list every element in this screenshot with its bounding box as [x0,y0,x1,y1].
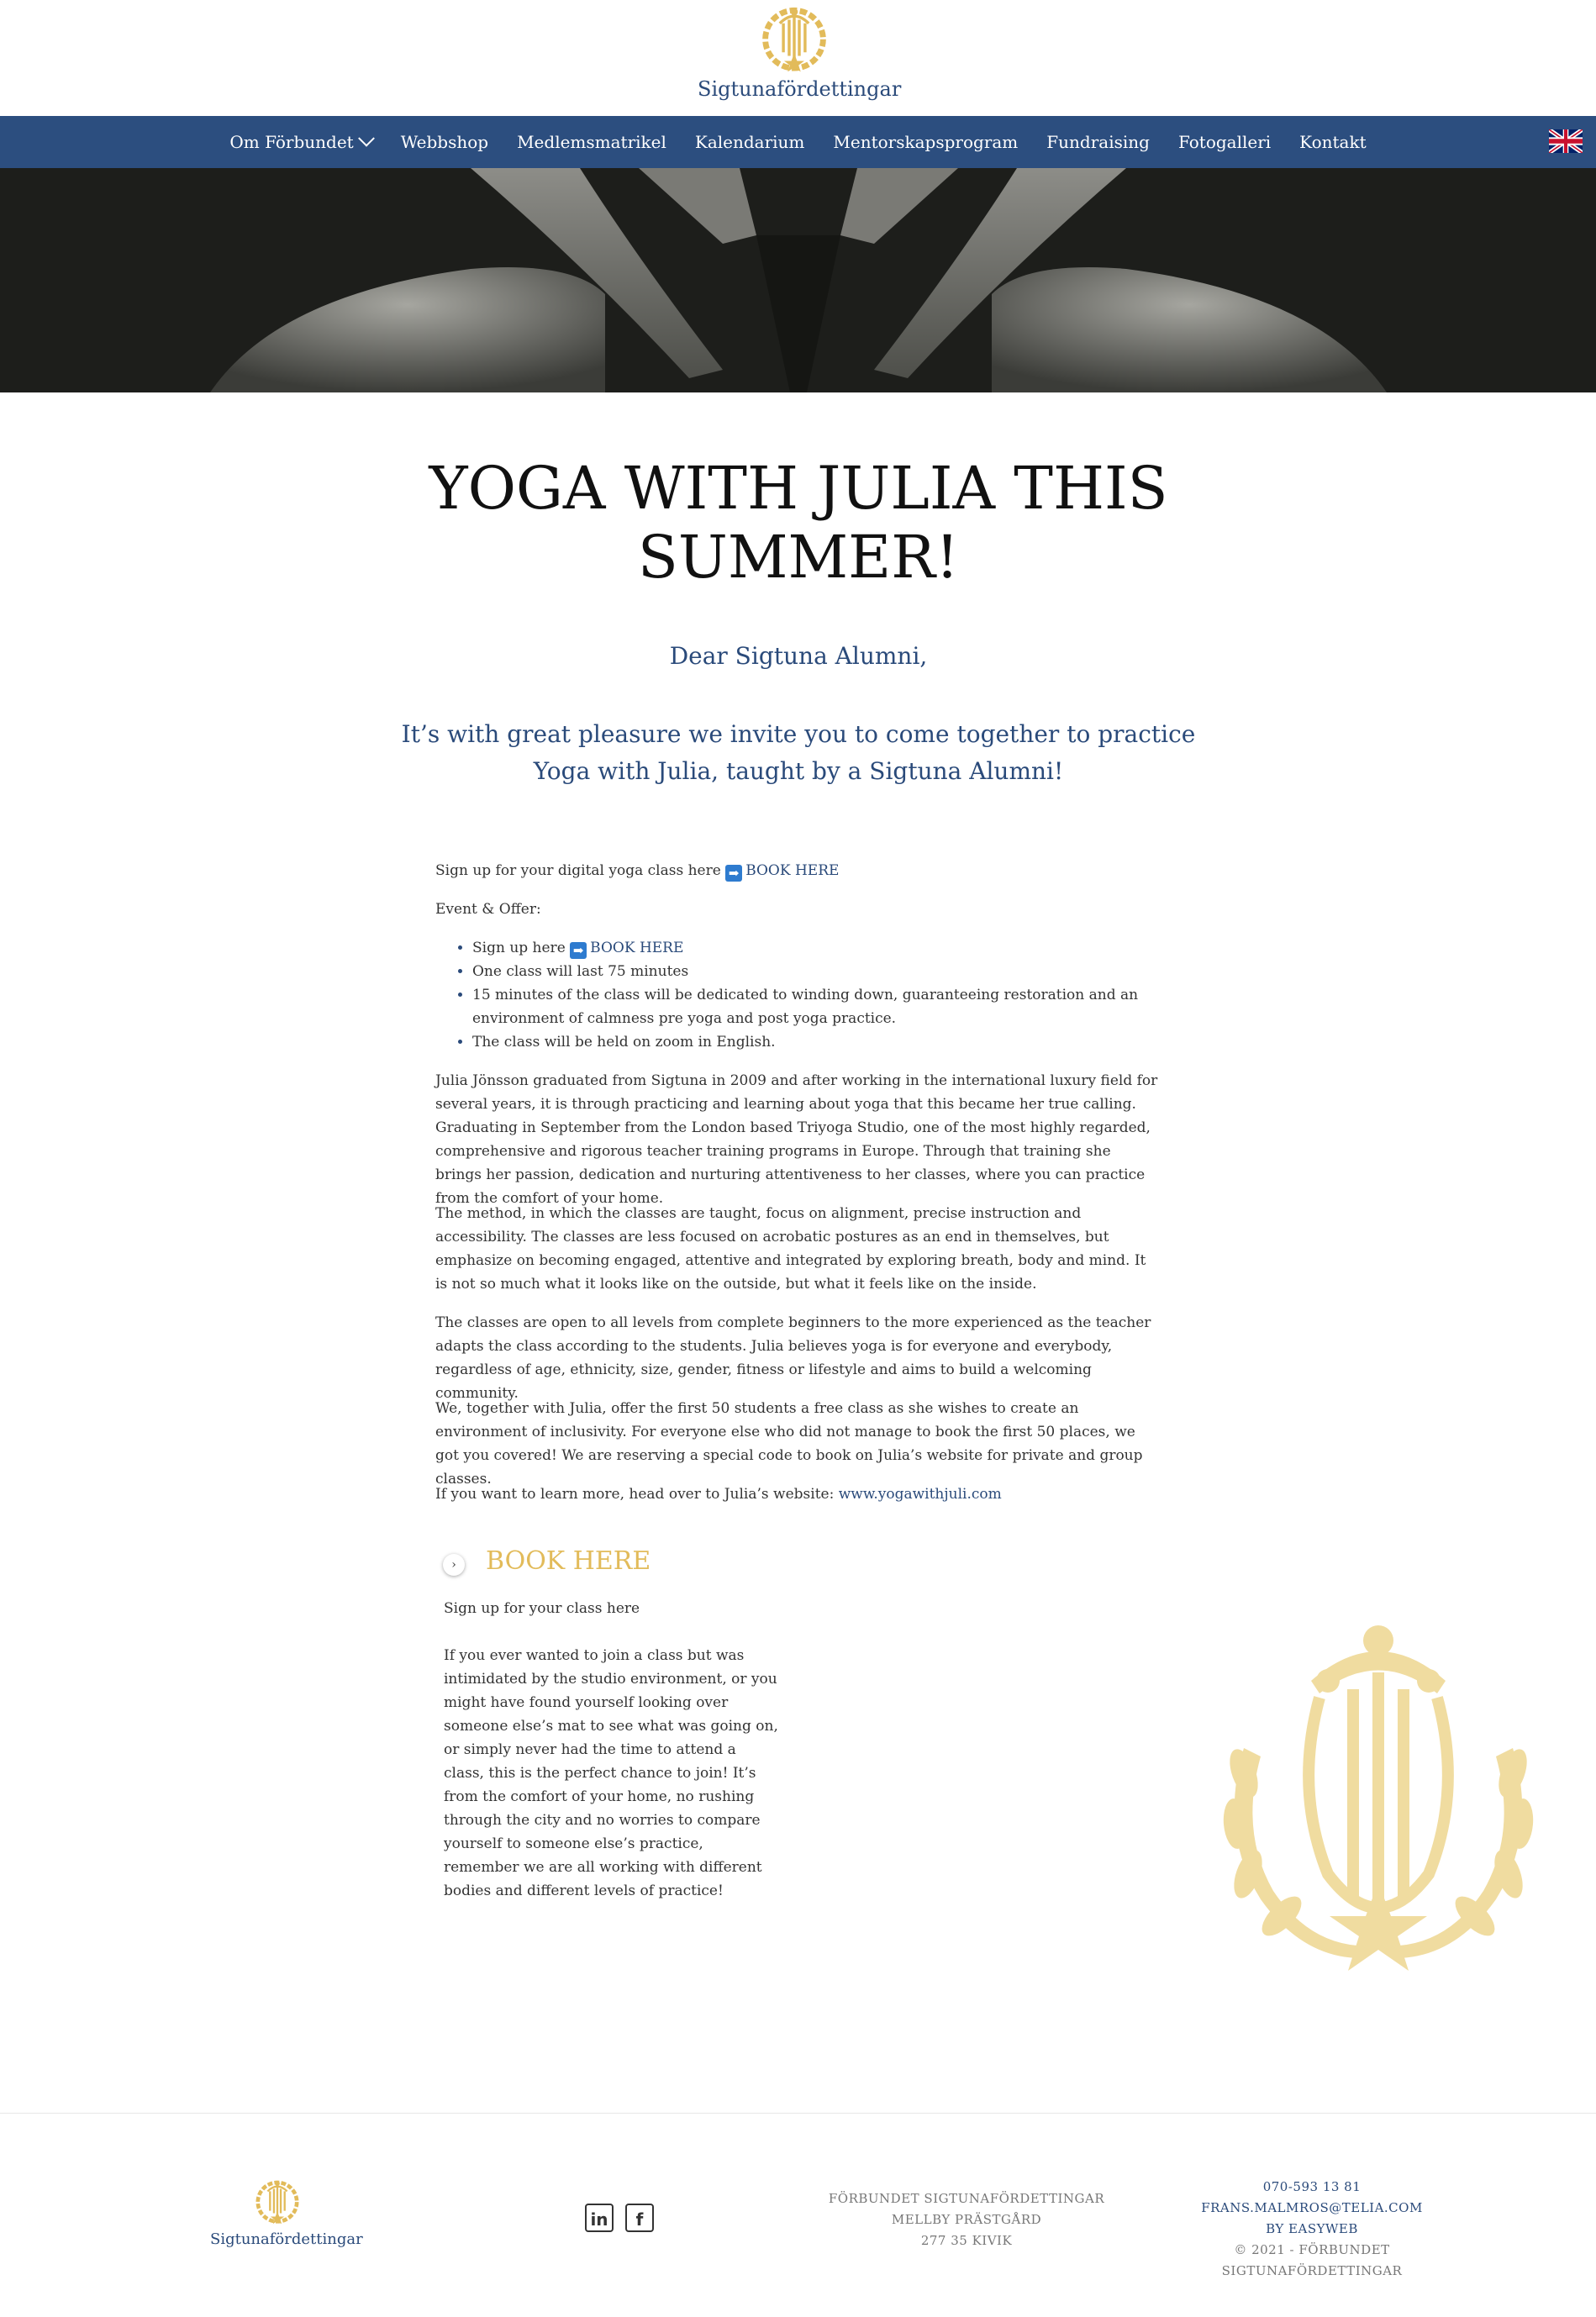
list-item [472,936,1229,960]
book-link-label: BOOK HERE [590,940,684,956]
intro-greeting: Dear Sigtuna Alumni, [669,642,928,670]
chevron-down-icon [358,130,375,147]
paragraph-offer: We, together with Julia, offer the first 50 students a free class as she wishes to create an environment of inclusivity. For everyone else who did not manage to book the first 50 places, we got you covered! We are reserving a special code to book on Julia’s website for private and group classes. [435,1400,1143,1488]
nav-item-fotogalleri[interactable]: Fotogalleri [1177,132,1272,152]
address-line: 277 35 KIVIK [920,2233,1013,2248]
right-arrow-icon: ➡ [570,942,587,959]
copyright-text: © 2021 - FÖRBUNDET SIGTUNAFÖRDETTINGAR [1221,2242,1403,2278]
event-bullets [435,936,1229,1054]
nav-item-kalendarium[interactable]: Kalendarium [694,132,805,152]
footer-address [798,2188,1135,2251]
uk-flag-icon[interactable] [1549,129,1583,153]
book-here-link[interactable] [725,862,839,879]
hero-image [0,168,1596,392]
social-links [585,2204,666,2232]
intro-text: It’s with great pleasure we invite you to come together to practice Yoga with Julia, taught by a Sigtuna Alumni! [401,720,1196,785]
book-subtitle: Sign up for your class here [444,1600,640,1617]
book-here-link[interactable] [570,940,683,956]
address-line: FÖRBUNDET SIGTUNAFÖRDETTINGAR [828,2191,1105,2206]
signup-text: Sign up for your digital yoga class here [435,862,726,879]
nav-item-kontakt[interactable]: Kontakt [1299,132,1367,152]
signup-line [435,859,1192,882]
paragraph-website [435,1482,1158,1506]
lyre-emblem-watermark-icon [1210,1622,1546,1983]
email-link[interactable]: FRANS.MALMROS@TELIA.COM [1201,2200,1423,2215]
website-prefix: If you want to learn more, head over to Julia’s website: [435,1486,839,1503]
logo-text: Sigtunafördettingar [698,77,902,101]
lyre-emblem-icon [758,2,830,74]
page-title: YOGA WITH JULIA THIS SUMMER! [429,454,1168,592]
nav-item-webbshop[interactable]: Webbshop [400,132,489,152]
paragraph-bio: Julia Jönsson graduated from Sigtuna in 2009 and after working in the international luxury field for several years, it is through practicing and learning about yoga that this became her true calling. Graduating in September from the London based Triyoga Studio, one of the most highly regarded, comprehensive and rigorous teacher training programs in Europe. Through that training she brings her passion, dedication and nurturing attentiveness to her classes, where you can practice from the comfort of your home. [435,1072,1158,1207]
nav-item-om-forbundet[interactable] [215,132,386,152]
nav-item-fundraising[interactable]: Fundraising [1046,132,1150,152]
nav-item-mentorskapsprogram[interactable]: Mentorskapsprogram [833,132,1019,152]
right-arrow-icon: ➡ [725,865,742,882]
website-link[interactable]: www.yogawithjuli.com [838,1486,1002,1503]
facebook-icon[interactable]: f [625,2204,654,2232]
nav-item-medlemsmatrikel[interactable]: Medlemsmatrikel [517,132,666,152]
list-item: • 15 minutes of the class will be dedicated to winding down, guaranteeing restoration and an environment of calmness pre yoga and post yoga practice. [472,983,1229,1030]
paragraph-method: The method, in which the classes are taught, focus on alignment, precise instruction and accessibility. The classes are less focused on acrobatic postures as an end in themselves, but emphasize on becoming engaged, attentive and integrated by exploring breath, body and mind. It is not so much what it looks like on the outside, but what it feels like on the inside. [435,1205,1146,1293]
book-description: If you ever wanted to join a class but was intimidated by the studio environment, or you might have found yourself looking over someone else’s mat to see what was going on, or simply never had the time to attend a class, this is the perfect chance to join! It’s from the comfort of your home, no rushing through the city and no worries to compare yourself to someone else’s practice, remember we are all working with different bodies and different levels of practice! [444,1647,778,1899]
address-line: MELLBY PRÄSTGÅRD [891,2212,1042,2227]
book-link-label: BOOK HERE [745,862,840,879]
footer-logo[interactable] [210,2177,363,2248]
nav-label: Om Förbundet [229,132,354,152]
linkedin-icon[interactable]: in [585,2204,614,2232]
main-navigation [0,116,1596,168]
list-item: • The class will be held on zoom in English. [472,1030,1229,1054]
chevron-right-icon[interactable]: › [443,1554,465,1576]
footer-contact [1144,2177,1480,2282]
paragraph-levels: The classes are open to all levels from complete beginners to the more experienced as the teacher adapts the class according to the students. Julia believes yoga is for everyone and everybody, regardless of age, ethnicity, size, gender, fitness or lifestyle and aims to build a welcoming community. [435,1314,1151,1402]
event-offer-label: Event & Offer: [435,901,541,918]
list-item: • One class will last 75 minutes [472,960,1229,983]
footer-logo-text: Sigtunafördettingar [210,2230,363,2248]
bullet-text: Sign up here [472,940,571,956]
lyre-emblem-icon [253,2177,302,2225]
phone-link[interactable]: 070-593 13 81 [1262,2179,1362,2194]
footer-divider [0,2113,1596,2114]
yoga-hands-photo [0,168,1596,392]
site-logo[interactable] [698,0,902,116]
by-easyweb-link[interactable]: BY EASYWEB [1266,2221,1358,2236]
book-here-heading[interactable]: BOOK HERE [486,1546,651,1576]
